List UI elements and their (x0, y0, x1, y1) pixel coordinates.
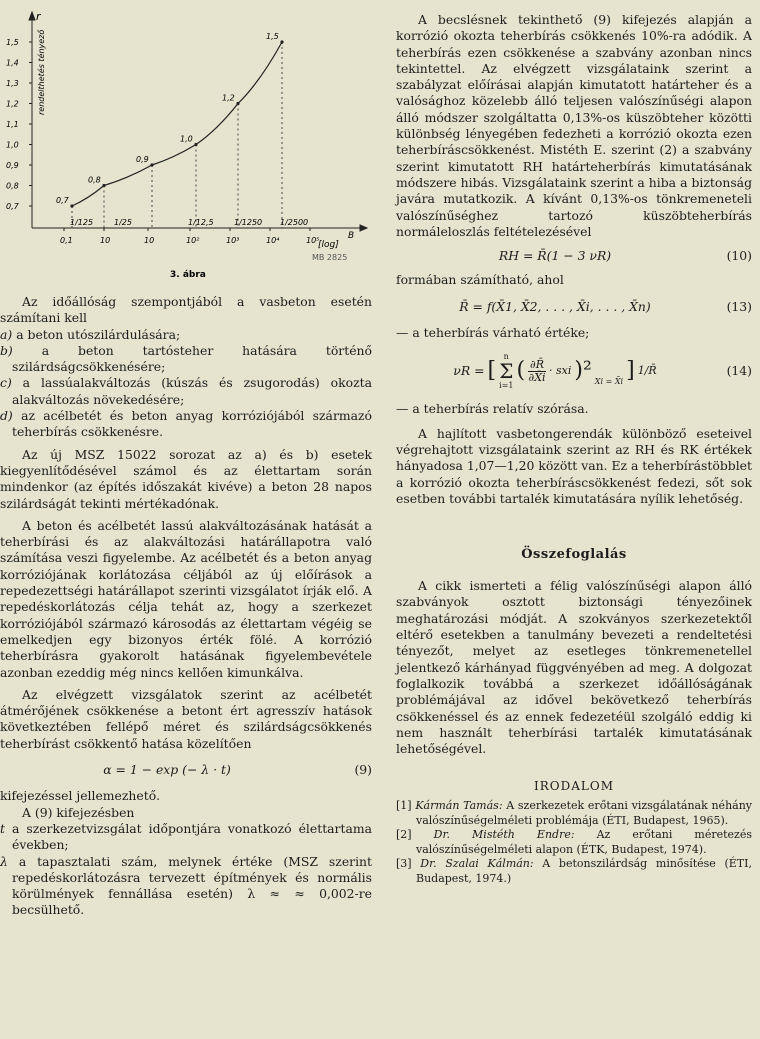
x-tick-top-label: 1/2500 (280, 218, 309, 227)
y-tick-label: 1,4 (6, 58, 19, 68)
list-item-b (0, 343, 372, 376)
reference-author: Kármán Tamás: (415, 799, 507, 813)
curve-point (280, 40, 283, 43)
right-paragraph-1: A becslésnek tekinthető (9) kifejezés alapján a korrózió okozta teherbírás csökkenés 10%-ra adódik. A teherbírás ezen csökkenése a szabvány azonban nincs tekintettel. Az elvégzett vizsgálataink szerint a szabályzat előírásai alapján kimutatott határteher és a valósághoz közelebb álló teljesen valószínűségi alapon álló módszer szolgáltatta 0,13%-os küszöbteher közötti különbség lényegében fedezheti a korrózió okozta ezen teherbíráscsökkenést. Mistéth E. szerint (2) a szabvány szerint kimutatott RH határteherbírás kimutatásának módszere hibás. Vizsgálataink szerint a hiba a biztonság javára mutatkozik. A kívánt 0,13%-os tönkremeneteli valószínűséghez tartozó küszöbteherbírás normáleloszlás feltételezésével (396, 12, 752, 239)
item-letter: a) (0, 326, 13, 342)
point-label: 0,8 (88, 175, 101, 185)
right-column (396, 0, 752, 886)
equation-10 (396, 248, 752, 264)
reference-text: A betonszilárdság minősítése (ÉTI, Budapest, 1974.) (416, 857, 752, 885)
x-tick-label: 10⁵ (306, 236, 320, 245)
figure-stamp: MB 2825 (312, 253, 348, 262)
reference-author: Dr. Szalai Kálmán: (420, 857, 543, 871)
tail-factor: 1/R̄ (637, 364, 657, 378)
equation-lhs: RH (498, 248, 520, 264)
sum-lower: i=1 (499, 381, 514, 391)
reference-item (396, 828, 752, 857)
item-letter: b) (0, 342, 13, 358)
list-item-c (0, 375, 372, 408)
reference-text: A szerkezetek erőtani vizsgálatának néhány valószínűségelméleti problémája (ÉTI, Budapest, 1965). (416, 799, 753, 827)
x-tick-top-label: 1/125 (70, 218, 94, 227)
right-paragraph-6: A cikk ismerteti a félig valószínűségi alapon álló szabványok osztott biztonsági tényezőinek meghatározási módját. A szokványos szerkezetektől eltérő esetekben a tanulmány bevezeti a rendeltetési tényezőt, melyet az esetleges tönkremenetellel jelentkező kárhányad függvényében ad meg. A dolgozat foglalkozik továbbá a szerkezet időállóságának problémájával az idővel bekövetkező teherbírás csökkenéssel és az ennek fedezetéül szolgáló eddig ki nem használt teherbírási tartalék kimutatásának lehetőségével. (396, 578, 752, 757)
y-axis-arrow (29, 12, 35, 20)
reference-text: Az erőtani méretezés valószínűségelméleti alapon (ÉTK, Budapest, 1974). (416, 828, 752, 856)
reference-author: Dr. Mistéth Endre: (433, 828, 597, 842)
definition-lambda (0, 854, 372, 919)
curve-point (236, 102, 239, 105)
right-paragraph-5: A hajlított vasbetongerendák különböző eseteivel végrehajtott vizsgálataink szerint az RH és RK értékek hányadosa 1,07—1,20 között van. Ez a teherbírástöbblet a korrózió okozta teherbíráscsökkenést fedezi, sőt sok esetben további tartalék kimutatására nyílik lehetőség. (396, 425, 752, 506)
item-letter: c) (0, 375, 12, 391)
item-text: a lassúalakváltozás (kúszás és zsugorodás) okozta alakváltozás növekedésére; (12, 375, 372, 407)
drop-lines (72, 42, 282, 228)
reference-number: [1] (396, 799, 416, 813)
right-paragraph-4: — a teherbírás relatív szórása. (396, 401, 589, 417)
item-text: a tapasztalati szám, melynek értéke (MSZ szerint repedéskorlátozásra tervezett építmények és normális körülmények fennállása esetén) λ ≈ ≈ 0,002-re becsülhető. (12, 853, 372, 918)
y-tick-label: 1,0 (6, 140, 19, 150)
partial-derivative (528, 359, 546, 384)
equation-13 (396, 299, 752, 315)
item-letter: t (0, 820, 5, 836)
y-axis-symbol: r (36, 10, 41, 23)
equation-number: (9) (354, 762, 372, 778)
equation-body: R̄ = f(X̄1, X̄2, . . . , X̄i, . . . , X̄n) (459, 298, 651, 314)
left-paragraph-1: Az időállóság szempontjából a vasbeton esetén számítani kell (0, 294, 372, 326)
y-tick-label: 1,5 (6, 38, 19, 47)
y-tick-label: 1,1 (6, 120, 19, 129)
equation-body: α = 1 − exp (− λ · t) (103, 762, 231, 778)
equation-lhs: νR = (453, 363, 485, 379)
definition-t (0, 821, 372, 854)
y-tick-label: 0,9 (6, 161, 19, 170)
figure-3 (0, 0, 372, 282)
point-label: 1,5 (266, 32, 279, 41)
point-label: 1,0 (180, 134, 193, 144)
left-paragraph-4: Az elvégzett vizsgálatok szerint az acélbetét átmérőjének csökkenése a betont ért agresszív hatások következtében fellépő méret és szilárdságcsökkenés teherbírást csökkentő hatása közelítően (0, 686, 372, 751)
evaluation-subscript: Xi = X̄i (594, 377, 624, 387)
left-paragraph-2: Az új MSZ 15022 sorozat az a) és b) esetek kiegyenlítődésével számol és az élettartam során mindenkor (az építés időszakát kivéve) a beton 28 napos szilárdságát tekinti mértékadónak. (0, 446, 372, 511)
item-text: a beton utószilárdulására; (16, 326, 181, 342)
y-ticks (6, 38, 32, 211)
point-label: 0,7 (56, 196, 69, 205)
right-paragraph-3: — a teherbírás várható értéke; (396, 325, 590, 341)
list-item-a (0, 327, 372, 343)
x-tick-label: 10³ (226, 236, 240, 245)
y-tick-label: 1,2 (6, 99, 19, 109)
curve-point (194, 143, 197, 146)
section-heading: Összefoglalás (521, 547, 627, 563)
x-tick-label: 10⁴ (266, 236, 280, 245)
curve-points (56, 32, 284, 208)
y-axis-label: rendelthetés tényező (37, 29, 46, 115)
x-tick-label: 10² (186, 236, 200, 245)
curve-point (102, 184, 105, 187)
y-tick-label: 0,8 (6, 181, 19, 191)
item-text: a szerkezetvizsgálat időpontjára vonatkozó élettartama években; (11, 820, 372, 853)
reference-number: [2] (396, 828, 434, 842)
item-letter: λ (0, 853, 8, 869)
right-paragraph-2: formában számítható, ahol (396, 272, 564, 288)
curve-point (70, 204, 73, 207)
left-paragraph-6: A (9) kifejezésben (22, 804, 135, 820)
reference-list (396, 799, 752, 886)
x-ticks-top (70, 218, 308, 227)
left-column (0, 0, 372, 919)
item-text: az acélbetét és beton anyag korróziójából származó teherbírás csökkenésre. (12, 408, 372, 440)
reference-item (396, 799, 752, 828)
derivative-numerator: ∂R̄ (530, 357, 545, 371)
left-bracket: [ (487, 358, 497, 384)
multiplier: · sxi (549, 364, 572, 378)
sum-symbol: n Σ i=1 (499, 352, 514, 391)
derivative-denominator: ∂X̄i (528, 370, 546, 384)
x-ticks-bottom (60, 228, 319, 245)
y-tick-label: 0,7 (6, 202, 19, 211)
x-tick-label: 0,1 (60, 236, 73, 245)
sum-upper: n (503, 352, 509, 362)
x-axis-arrow (360, 225, 367, 231)
equation-9 (0, 762, 372, 778)
list-item-d (0, 408, 372, 441)
equation-number: (14) (726, 363, 752, 379)
left-paragraph-5: kifejezéssel jellemezhető. (0, 788, 161, 804)
reference-item (396, 857, 752, 886)
curve-point (150, 163, 153, 166)
x-axis-symbol: B (348, 231, 355, 241)
x-tick-label: 10 (100, 236, 111, 245)
equation-number: (13) (726, 298, 752, 314)
item-text: a beton tartósteher hatására történő szilárdságcsökkenésére; (12, 342, 372, 375)
equation-14 (396, 349, 752, 393)
equation-body: νR = [ n Σ i=1 ( $\frac{\partial R̄}{\partial X̄i}$ · sxi )² Xi = X̄i ] 1/R̄ (453, 352, 657, 391)
equation-number: (10) (726, 248, 752, 264)
y-tick-label: 1,3 (6, 79, 19, 88)
references-heading: IRODALOM (534, 779, 614, 794)
reference-number: [3] (396, 857, 421, 871)
rt-curve (72, 42, 282, 206)
equation-body (396, 248, 714, 264)
equation-rhs: = R̄(1 − 3 νR) (522, 248, 612, 264)
item-letter: d) (0, 408, 13, 424)
figure-caption: 3. ábra (170, 270, 206, 280)
x-tick-top-label: 1/1250 (234, 218, 263, 227)
point-label: 1,2 (222, 93, 235, 103)
point-label: 0,9 (136, 155, 149, 164)
left-paragraph-3: A beton és acélbetét lassú alakváltozásának hatását a teherbírási és az alakváltozási határállapotra való számítása veszi figyelembe. Az acélbetét és a beton anyag korróziójának korlátozása céljából az új előírások a repedezettségi határállapot szerinti vizsgálatot írják elő. A repedéskorlátozás célja tehát az, hogy a szerkezet korróziójából származó károsodás az élettartam végéig se emelkedjen egy bizonyos érték fölé. A korrózió teherbírásra gyakorolt hatásának figyelembevétele azonban ezeddig még nincs kellően kimunkálva. (0, 517, 372, 680)
x-axis-label: [log] (318, 240, 339, 250)
x-tick-label: 10 (144, 236, 155, 245)
x-tick-top-label: 1/12,5 (188, 218, 214, 227)
right-bracket: ] (626, 358, 635, 384)
x-tick-top-label: 1/25 (114, 218, 132, 227)
